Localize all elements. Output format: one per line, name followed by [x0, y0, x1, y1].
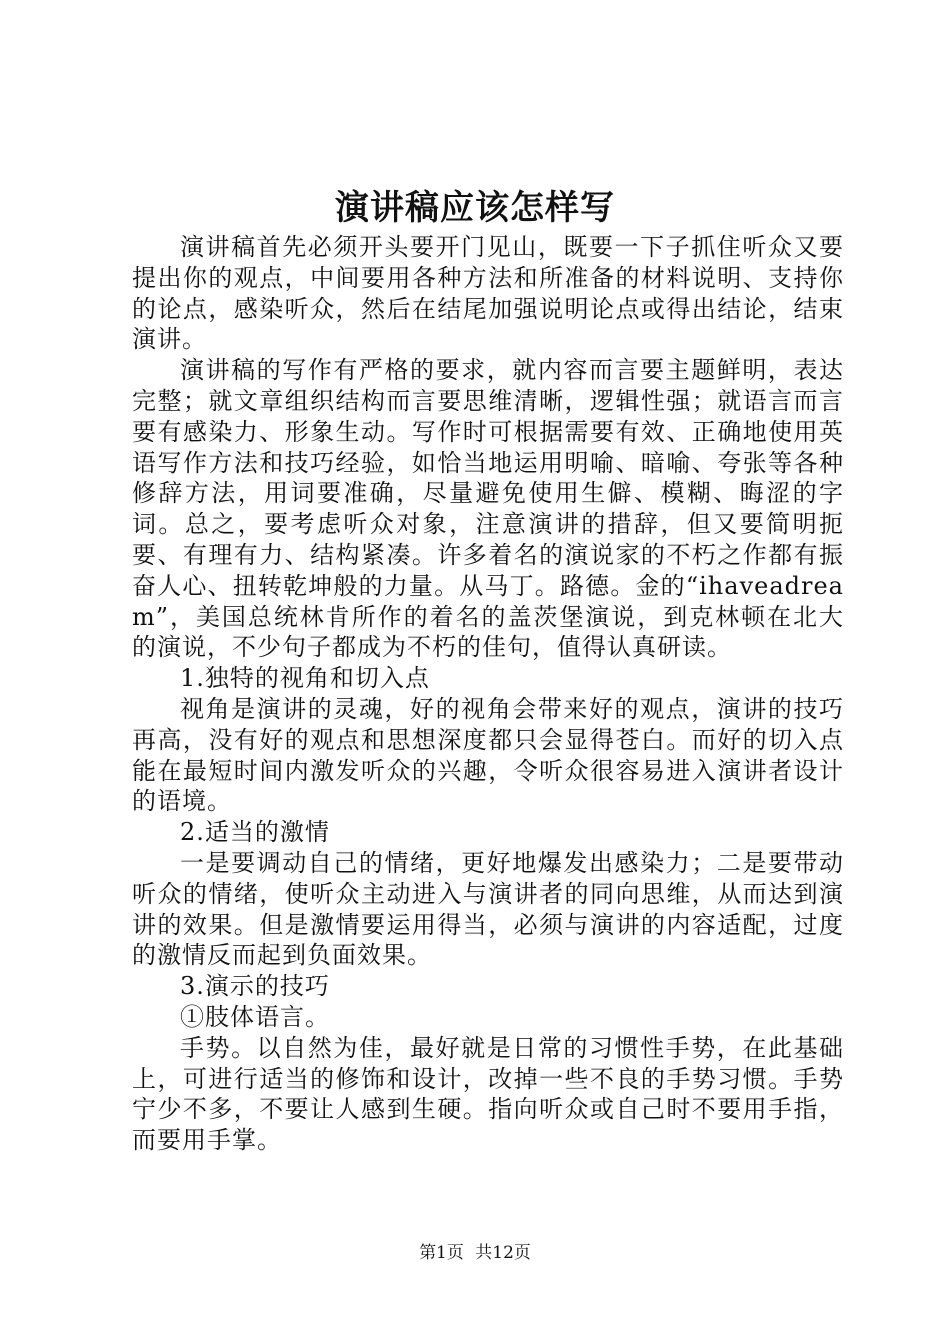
- page-title: 演讲稿应该怎样写: [335, 188, 615, 228]
- paragraph-intro: 演讲稿首先必须开头要开门见山，既要一下子抓住听众又要提出你的观点，中间要用各种方法和所准备的材料说明、支持你的论点，感染听众，然后在结尾加强说明论点或得出结论，结束演讲。: [132, 233, 844, 354]
- page-number: 第1页: [419, 1243, 464, 1263]
- paragraph-passion: 一是要调动自己的情绪，更好地爆发出感染力；二是要带动听众的情绪，使听众主动进入与演讲者的同向思维，从而达到演讲的效果。但是激情要运用得当，必须与演讲的内容适配，过度的激情反而起到负面效果。: [132, 848, 844, 970]
- paragraph-requirements: 演讲稿的写作有严格的要求，就内容而言要主题鲜明，表达完整；就文章组织结构而言要思维清晰，逻辑性强；就语言而言要有感染力、形象生动。写作时可根据需要有效、正确地使用英语写作方法和技巧经验，如恰当地运用明喻、暗喻、夸张等各种修辞方法，用词要准确，尽量避免使用生僻、模糊、晦涩的字词。总之，要考虑听众对象，注意演讲的措辞，但又要简明扼要、有理有力、结构紧凑。许多着名的演说家的不朽之作都有振奋人心、扭转乾坤般的力量。从马丁。路德。金的“ihaveadream”，美国总统林肯所作的着名的盖茨堡演说，到克林顿在北大的演说，不少句子都成为不朽的佳句，值得认真研读。: [132, 356, 844, 662]
- paragraph-gestures: 手势。以自然为佳，最好就是日常的习惯性手势，在此基础上，可进行适当的修饰和设计，改掉一些不良的手势习惯。手势宁少不多，不要让人感到生硬。指向听众或自己时不要用手指，而要用手掌。: [132, 1033, 844, 1155]
- page-footer: [0, 1242, 950, 1264]
- section-heading-3: 3.演示的技巧: [180, 972, 330, 1001]
- subsection-heading-body-language: ①肢体语言。: [180, 1002, 330, 1031]
- paragraph-perspective: 视角是演讲的灵魂，好的视角会带来好的观点，演讲的技巧再高，没有好的观点和思想深度都只会显得苍白。而好的切入点能在最短时间内激发听众的兴趣，令听众很容易进入演讲者设计的语境。: [132, 694, 844, 816]
- section-heading-2: 2.适当的激情: [180, 818, 330, 847]
- section-heading-1: 1.独特的视角和切入点: [180, 664, 430, 693]
- document-body: [132, 232, 844, 1156]
- page-total: 共12页: [475, 1243, 531, 1263]
